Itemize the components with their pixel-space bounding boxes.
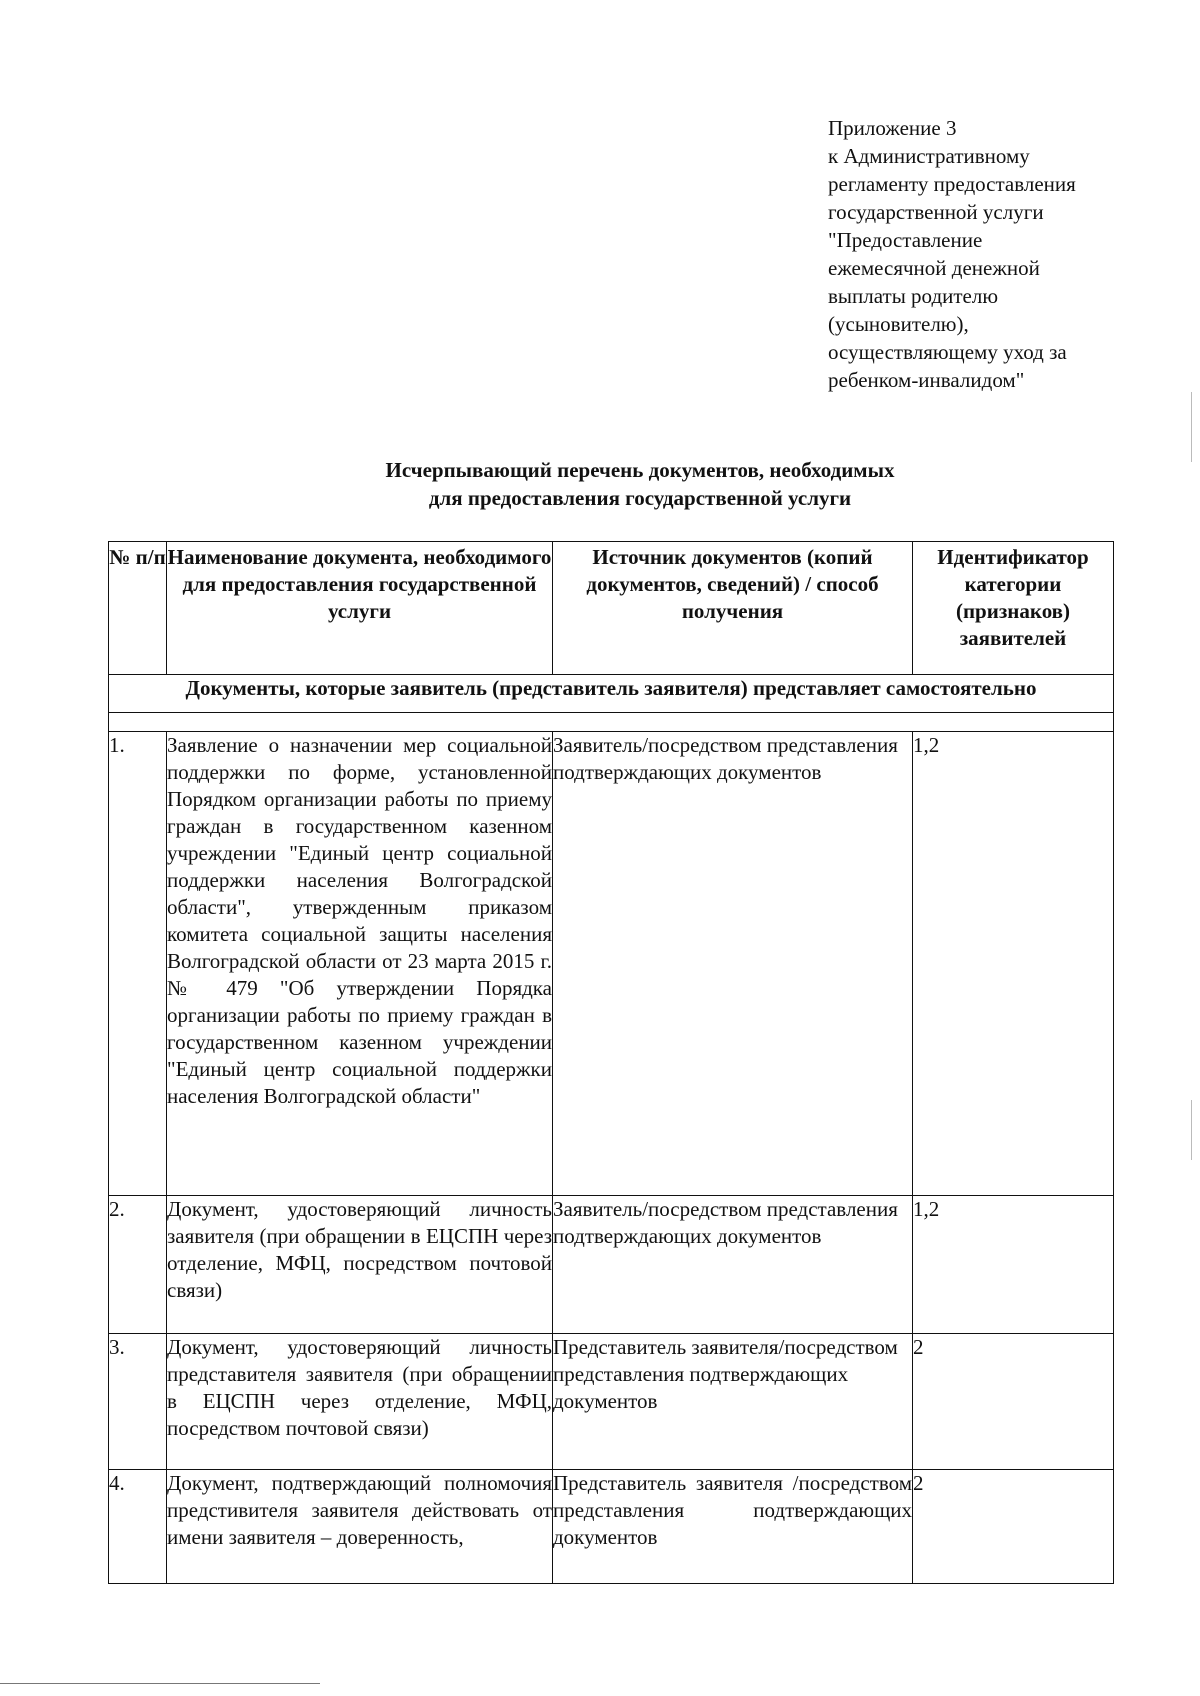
- table-row: [109, 1470, 1114, 1584]
- appendix-note: [828, 114, 1148, 394]
- appendix-line: ребенком-инвалидом": [828, 368, 1025, 392]
- row-document-name: Заявление о назначении мер социальной поддержки по форме, установленной Порядком организации работы по приему граждан в государственном казенном учреждении "Единый центр социальной поддержки населения Волгоградской области", утвержденным приказом комитета социальной защиты населения Волгоградской области от 23 марта 2015 г. № 479 "Об утверждении Порядка организации работы по приему граждан в государственном казенном учреждении "Единый центр социальной поддержки населения Волгоградской области": [167, 732, 553, 1196]
- table-row: [109, 732, 1114, 1196]
- spacer-cell: [109, 713, 1114, 732]
- appendix-line: к Административному: [828, 144, 1030, 168]
- appendix-line: регламенту предоставления: [828, 172, 1076, 196]
- appendix-line: Приложение 3: [828, 116, 957, 140]
- spacer-row: [109, 713, 1114, 732]
- appendix-line: (усыновителю),: [828, 312, 969, 336]
- document-title: [260, 456, 1020, 512]
- row-category: 2: [913, 1470, 1114, 1584]
- row-source: Представитель заявителя/посредством представления подтверждающих документов: [553, 1334, 913, 1470]
- documents-table: [108, 541, 1114, 1584]
- appendix-line: "Предоставление: [828, 228, 983, 252]
- header-num: № п/п: [109, 542, 167, 675]
- row-source: Представитель заявителя /посредством представления подтверждающих документов: [553, 1470, 913, 1584]
- header-category: Идентификатор категории (признаков) заявителей: [913, 542, 1114, 675]
- section-title: Документы, которые заявитель (представитель заявителя) представляет самостоятельно: [109, 675, 1114, 713]
- row-document-name: Документ, удостоверяющий личность заявителя (при обращении в ЕЦСПН через отделение, МФЦ, посредством почтовой связи): [167, 1196, 553, 1334]
- header-name: Наименование документа, необходимого для предоставления государственной услуги: [167, 542, 553, 675]
- appendix-line: осуществляющему уход за: [828, 340, 1067, 364]
- row-num: 3.: [109, 1334, 167, 1470]
- row-category: 1,2: [913, 1196, 1114, 1334]
- row-num: 2.: [109, 1196, 167, 1334]
- table-row: [109, 1334, 1114, 1470]
- section-row: [109, 675, 1114, 713]
- appendix-line: ежемесячной денежной: [828, 256, 1040, 280]
- page-bottom-rule: [0, 1683, 320, 1684]
- row-num: 1.: [109, 732, 167, 1196]
- table-row: [109, 1196, 1114, 1334]
- row-category: 1,2: [913, 732, 1114, 1196]
- scan-edge-mark: [1191, 392, 1192, 462]
- appendix-line: государственной услуги: [828, 200, 1044, 224]
- row-source: Заявитель/посредством представления подтверждающих документов: [553, 1196, 913, 1334]
- appendix-line: выплаты родителю: [828, 284, 999, 308]
- row-document-name: Документ, удостоверяющий личность представителя заявителя (при обращении в ЕЦСПН через отделение, МФЦ, посредством почтовой связи): [167, 1334, 553, 1470]
- title-line-2: для предоставления государственной услуги: [428, 486, 852, 510]
- table-header-row: [109, 542, 1114, 675]
- title-line-1: Исчерпывающий перечень документов, необходимых: [385, 458, 895, 482]
- row-category: 2: [913, 1334, 1114, 1470]
- row-source: Заявитель/посредством представления подтверждающих документов: [553, 732, 913, 1196]
- scan-edge-mark: [1191, 1100, 1192, 1160]
- header-source: Источник документов (копий документов, сведений) / способ получения: [553, 542, 913, 675]
- row-num: 4.: [109, 1470, 167, 1584]
- row-document-name: Документ, подтверждающий полномочия предстивителя заявителя действовать от имени заявителя – доверенность,: [167, 1470, 553, 1584]
